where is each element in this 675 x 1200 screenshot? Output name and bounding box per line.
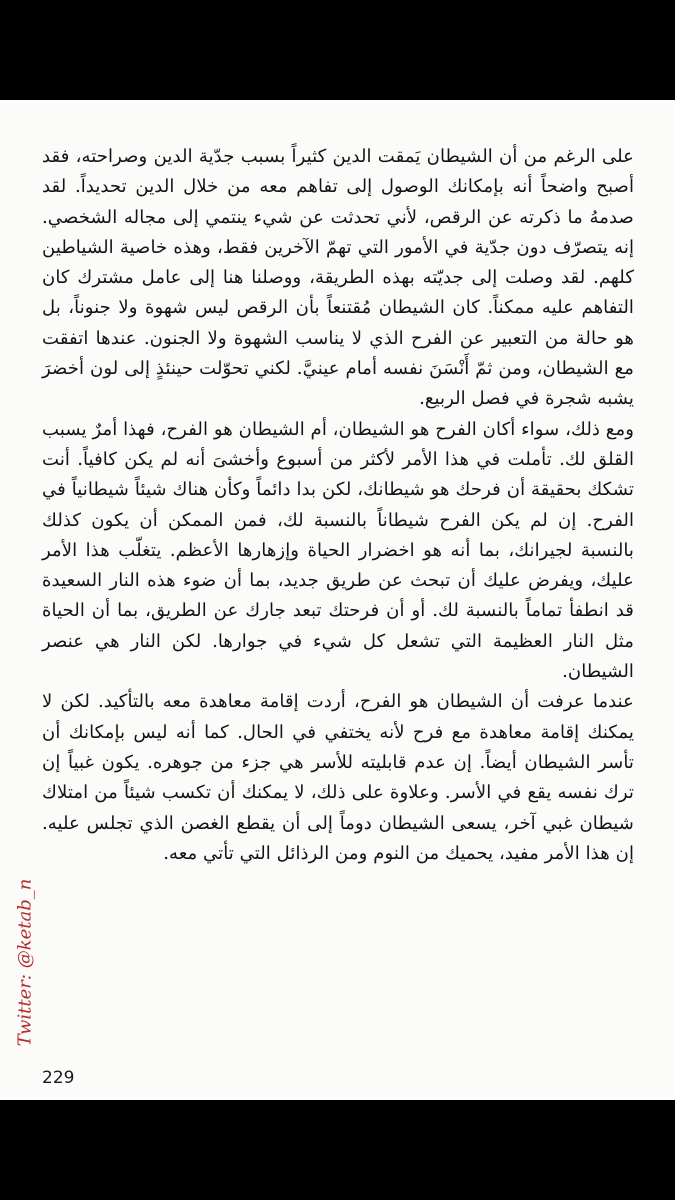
book-page: [0, 100, 675, 1100]
page-number: 229: [42, 1068, 75, 1088]
watermark-text: Twitter: @ketab_n: [14, 878, 36, 1047]
paragraph-2: ومع ذلك، سواء أكان الفرح هو الشيطان، أم الشيطان هو الفرح، فهذا أمرٌ يسبب القلق لك. تأملت في هذا الأمر لأكثر من أسبوع وأخشىَ أنه لم يكن كافياً. أنت تشكك بحقيقة أن فرحك هو شيطانك، لكن بدا دائماً وكأن هناك شيئاً شيطانياً في الفرح. إن لم يكن الفرح شيطاناً بالنسبة لك، فمن الممكن أن يكون كذلك بالنسبة لجيرانك، بما أنه هو اخضرار الحياة وإزهارها الأعظم. يتغلّب هذا الأمر عليك، ويفرض عليك أن تبحث عن طريق جديد، بما أن ضوء هذه النار السعيدة قد انطفأ تماماً بالنسبة لك. أو أن فرحتك تبعد جارك عن الطريق، بما أن الحياة مثل النار العظيمة التي تشعل كل شيء في جوارها. لكن النار هي عنصر الشيطان.: [42, 418, 634, 683]
watermark: [4, 850, 46, 1075]
paragraph-1: على الرغم من أن الشيطان يَمقت الدين كثيراً بسبب جدّية الدين وصراحته، فقد أصبح واضحاً أنه بإمكانك الوصول إلى تفاهم معه من خلال الدين تحديداً. لقد صدمهُ ما ذكرته عن الرقص، لأني تحدثت عن شيء ينتمي إلى مجاله الشخصي. إنه يتصرّف دون جدّية في الأمور التي تهمّ الآخرين فقط، وهذه خاصية الشياطين كلهم. لقد وصلت إلى جديّته بهذه الطريقة، ووصلنا هنا إلى عامل مشترك كان التفاهم عليه ممكناً. كان الشيطان مُقتنعاً بأن الرقص ليس شهوة ولا جنوناً، بل هو حالة من التعبير عن الفرح الذي لا يناسب الشهوة ولا الجنون. عندها اتفقت مع الشيطان، ومن ثمّ أَنْسَنَ نفسه أمام عينيَّ. لكني تحوّلت حينئذٍ إلى لون أخضرَ يشبه شجرة في فصل الربيع.: [42, 146, 634, 410]
paragraph-3: عندما عرفت أن الشيطان هو الفرح، أردت إقامة معاهدة معه بالتأكيد. لكن لا يمكنك إقامة معاهدة مع فرح لأنه يختفي في الحال. كما أنه ليس بإمكانك أن تأسر الشيطان أيضاً. إن عدم قابليته للأسر هي جزء من جوهره. يكون غبياً إن ترك نفسه يقع في الأسر. وعلاوة على ذلك، لا يمكنك أن تكسب شيئاً من امتلاك شيطان غبي آخر، يسعى الشيطان دوماً إلى أن يقطع الغصن الذي تجلس عليه. إن هذا الأمر مفيد، يحميك من النوم ومن الرذائل التي تأتي معه.: [42, 691, 634, 864]
body-text: [42, 142, 634, 869]
